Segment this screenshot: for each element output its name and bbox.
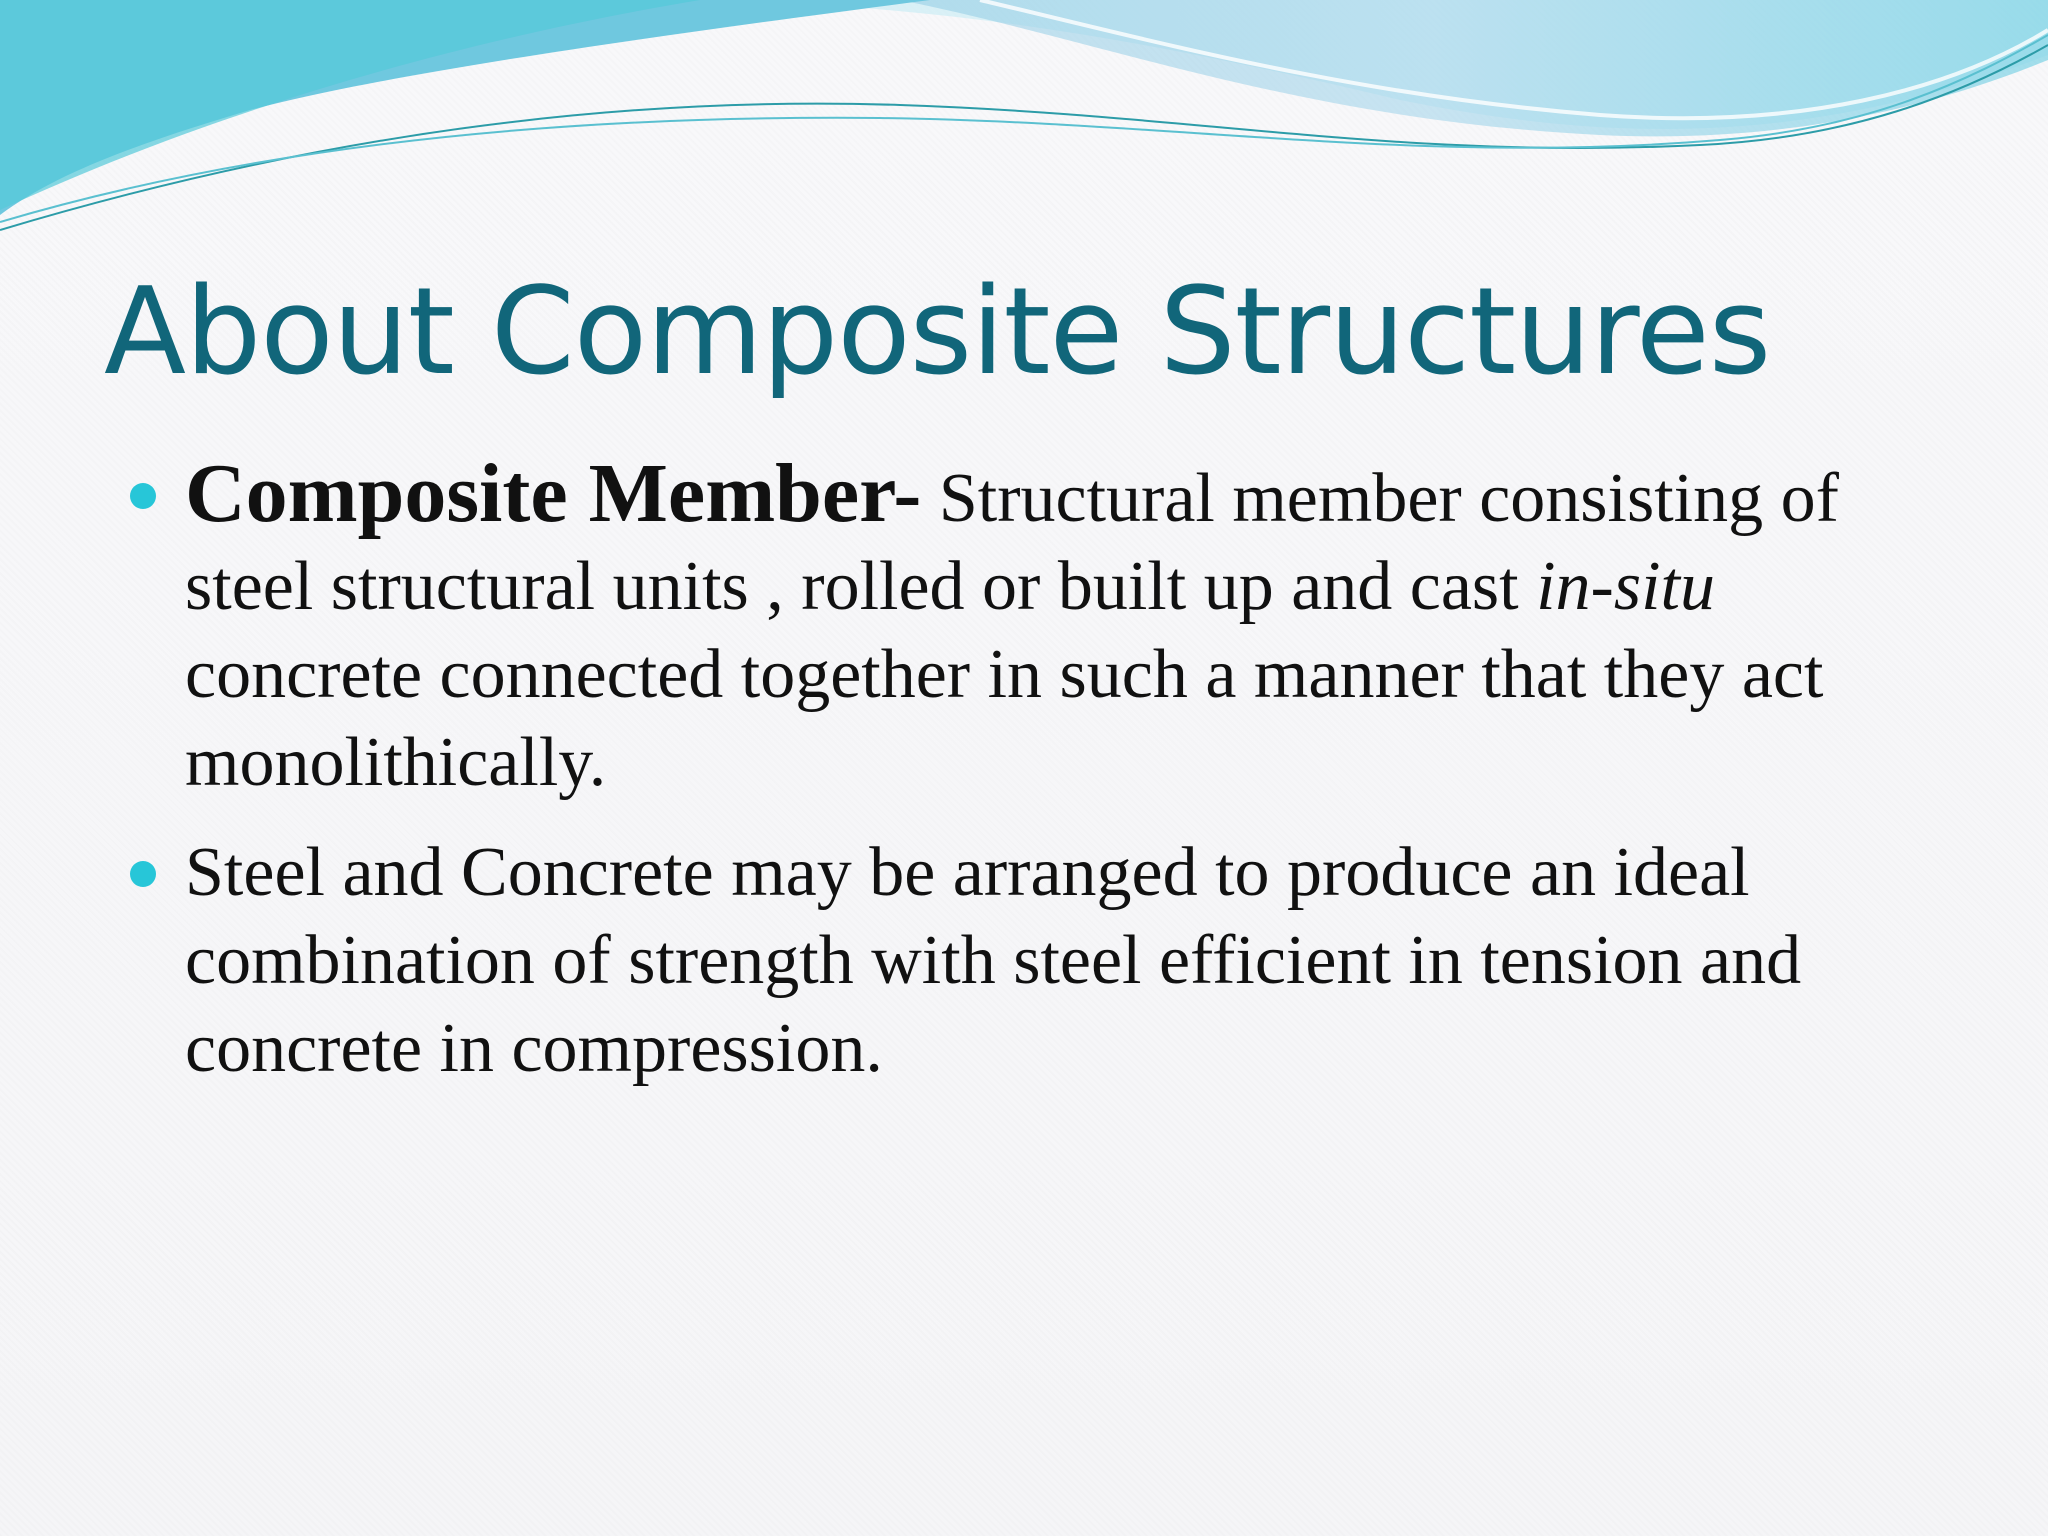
bullet-item <box>130 829 1920 1093</box>
bullet-text-tail: concrete connected together in such a manner that they act monolithically. <box>185 636 1824 801</box>
bullet-text-lead: Structural member consisting of steel structural units , rolled or built up and cast <box>185 460 1839 625</box>
bullet-dot-icon <box>130 483 156 509</box>
bullet-item <box>130 447 1920 807</box>
bullet-list <box>130 447 1920 1093</box>
bullet-text-italic: in-situ <box>1536 548 1715 625</box>
bullet-term: Composite Member- <box>185 447 922 540</box>
bullet-text: Steel and Concrete may be arranged to produce an ideal combination of strength with steel efficient in tension and concrete in compression. <box>185 834 1802 1087</box>
bullet-dot-icon <box>130 861 156 887</box>
slide-title: About Composite Structures <box>104 263 1771 402</box>
header-wave-decoration <box>0 0 2048 260</box>
